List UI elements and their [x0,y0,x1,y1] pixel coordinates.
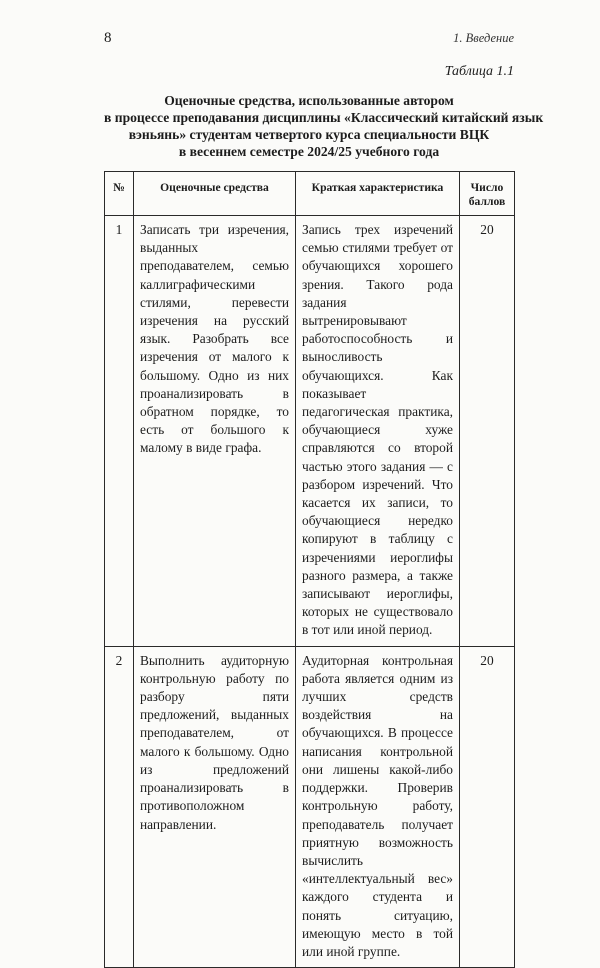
header-desc: Краткая характеристика [296,172,460,216]
table-header-row [105,172,515,216]
table-label: Таблица 1.1 [444,64,514,79]
header-num: № [105,172,134,216]
table-row [105,646,515,967]
page-number: 8 [104,30,112,46]
caption-line: в весеннем семестре 2024/25 учебного года [178,144,440,159]
table-row [105,216,515,647]
header-points: Число баллов [460,172,515,216]
row-tool: Выполнить аудиторную контрольную работу по разбору пяти предложений, выданных преподавателем, от малого к большому. Одно из предложений проанализировать в противоположном направлении. [134,646,296,967]
row-number: 2 [105,646,134,967]
caption-line: Оценочные средства, использованные автором [164,93,454,108]
caption-line: в процессе преподавания дисциплины «Классический китайский язык [104,110,544,125]
row-description: Запись трех изречений семью стилями требует от обучающихся хорошего зрения. Такого рода задания вытренировывают работоспособность и выносливость обучающихся. Как показывает педагогическая практика, обучающиеся хуже справляются со второй частью этого задания — с разбором изречений. Что касается их записи, то обучающиеся нередко копируют в таблицу с изречениями иероглифы разного размера, а также записывают иероглифы, которых не существовало в тот или иной период. [296,216,460,647]
assessment-table [104,171,515,968]
row-number: 1 [105,216,134,647]
chapter-title: 1. Введение [453,31,514,45]
row-points: 20 [460,216,515,647]
row-tool: Записать три изречения, выданных преподавателем, семью каллиграфическими стилями, перевести изречения на русский язык. Разобрать все изречения от малого к большому. Одно из них проанализировать в обратном порядке, то есть от большого к малому в виде графа. [134,216,296,647]
running-head [104,30,514,48]
header-tool: Оценочные средства [134,172,296,216]
table-caption [104,92,544,160]
row-points: 20 [460,646,515,967]
caption-line: вэньянь» студентам четвертого курса специальности ВЦК [128,127,490,142]
row-description: Аудиторная контрольная работа является одним из лучших средств воздействия на обучающихся. В процессе написания контрольной они лишены какой-либо поддержки. Проверив контрольную работу, преподаватель получает приятную возможность вычислить «интеллектуальный вес» каждого студента и понять ситуацию, имеющую место в той или иной группе. [296,646,460,967]
